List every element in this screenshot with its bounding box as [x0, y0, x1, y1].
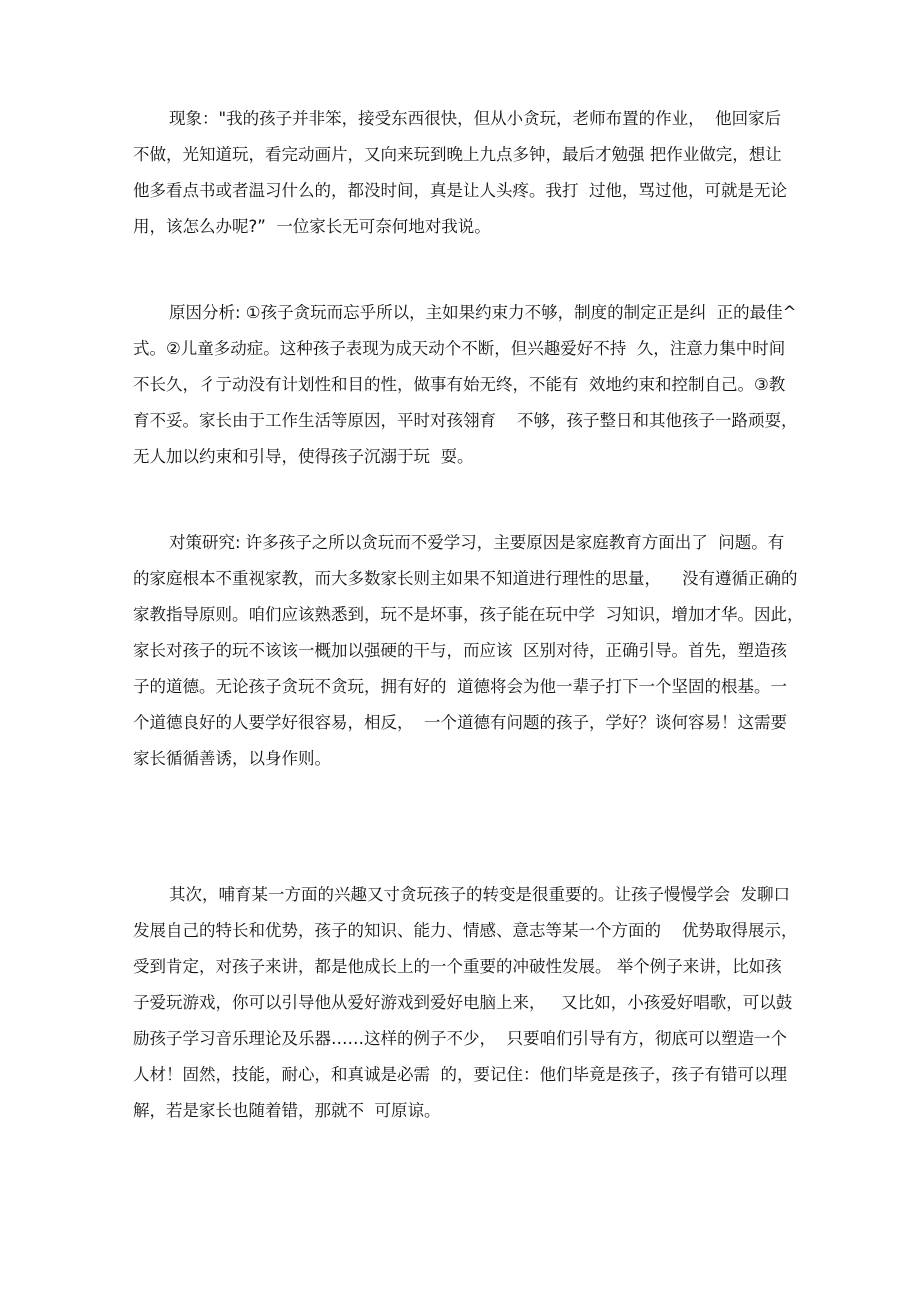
text-line: 家教指导原则。咱们应该熟悉到，玩不是坏事，孩子能在玩中学 习知识，增加才华。因此，	[133, 605, 804, 624]
text-line: 现象："我的孩子并非笨，接受东西很快，但从小贪玩，老师布置的作业， 他回家后	[169, 109, 782, 128]
text-line: 的家庭根本不重视家教，而大多数家长则主如果不知道进行理性的思量， 没有遵循正确的	[133, 569, 798, 588]
text-line: 用，该怎么办呢?” 一位家长无可奈何地对我说。	[133, 217, 491, 236]
text-line: 解，若是家长也随着错，那就不 可原谅。	[133, 1101, 441, 1120]
text-line: 受到肯定，对孩子来讲，都是他成长上的一个重要的冲破性发展。 举个例子来讲，比如孩	[133, 957, 782, 976]
text-line: 子爱玩游戏，你可以引导他从爱好游戏到爱好电脑上来， 又比如，小孩爱好唱歌，可以鼓	[133, 993, 793, 1012]
text-line: 发展自己的特长和优势，孩子的知识、能力、情感、意志等某一个方面的 优势取得展示，	[133, 921, 798, 940]
text-line: 式。②儿童多动症。这种孩子表现为成天动个不断，但兴趣爱好不持 久，注意力集中时间	[133, 339, 786, 358]
text-line: 励孩子学习音乐理论及乐器……这样的例子不少， 只要咱们引导有方，彻底可以塑造一个	[133, 1029, 787, 1048]
paragraph-secondly	[133, 877, 813, 1129]
text-line: 无人加以约束和引导，使得孩子沉溺于玩 耍。	[133, 447, 474, 466]
text-line: 对策研究: 许多孩子之所以贪玩而不爱学习，主要原因是家庭教育方面出了 问题。有	[169, 533, 785, 552]
text-line: 人材！固然，技能，耐心，和真诚是必需 的，要记住：他们毕竟是孩子，孩子有错可以理	[133, 1065, 787, 1084]
text-line: 家长循循善诱，以身作则。	[133, 749, 331, 768]
text-line: 其次，哺育某一方面的兴趣又寸贪玩孩子的转变是很重要的。让孩子慢慢学会 发聊口	[169, 885, 790, 904]
text-line: 他多看点书或者温习什么的，都没时间，真是让人头疼。我打 过他，骂过他，可就是无论	[133, 181, 787, 200]
text-line: 不长久，彳亍动没有计划性和目的性，做事有始无终，不能有 效地约束和控制自己。③教	[133, 375, 786, 394]
paragraph-cause-analysis	[133, 295, 813, 475]
paragraph-countermeasures	[133, 525, 813, 777]
text-line: 不做，光知道玩，看完动画片，又向来玩到晚上九点多钟，最后才勉强 把作业做完，想让	[133, 145, 782, 164]
text-line: 家长对孩子的玩不该该一概加以强硬的干与，而应该 区别对待，正确引导。首先，塑造孩	[133, 641, 787, 660]
paragraph-phenomenon	[133, 101, 813, 245]
text-line: 育不妥。家长由于工作生活等原因，平时对孩翎育 不够，孩子整日和其他孩子一路顽耍，	[133, 411, 798, 430]
text-line: 子的道德。无论孩子贪玩不贪玩，拥有好的 道德将会为他一辈子打下一个坚固的根基。一	[133, 677, 787, 696]
text-line: 原因分析: ①孩子贪玩而忘乎所以，主如果约束力不够，制度的制定正是纠 正的最佳^	[169, 303, 797, 322]
text-line: 个道德良好的人要学好很容易，相反， 一个道德有问题的孩子，学好？谈何容易！这需要	[133, 713, 787, 732]
